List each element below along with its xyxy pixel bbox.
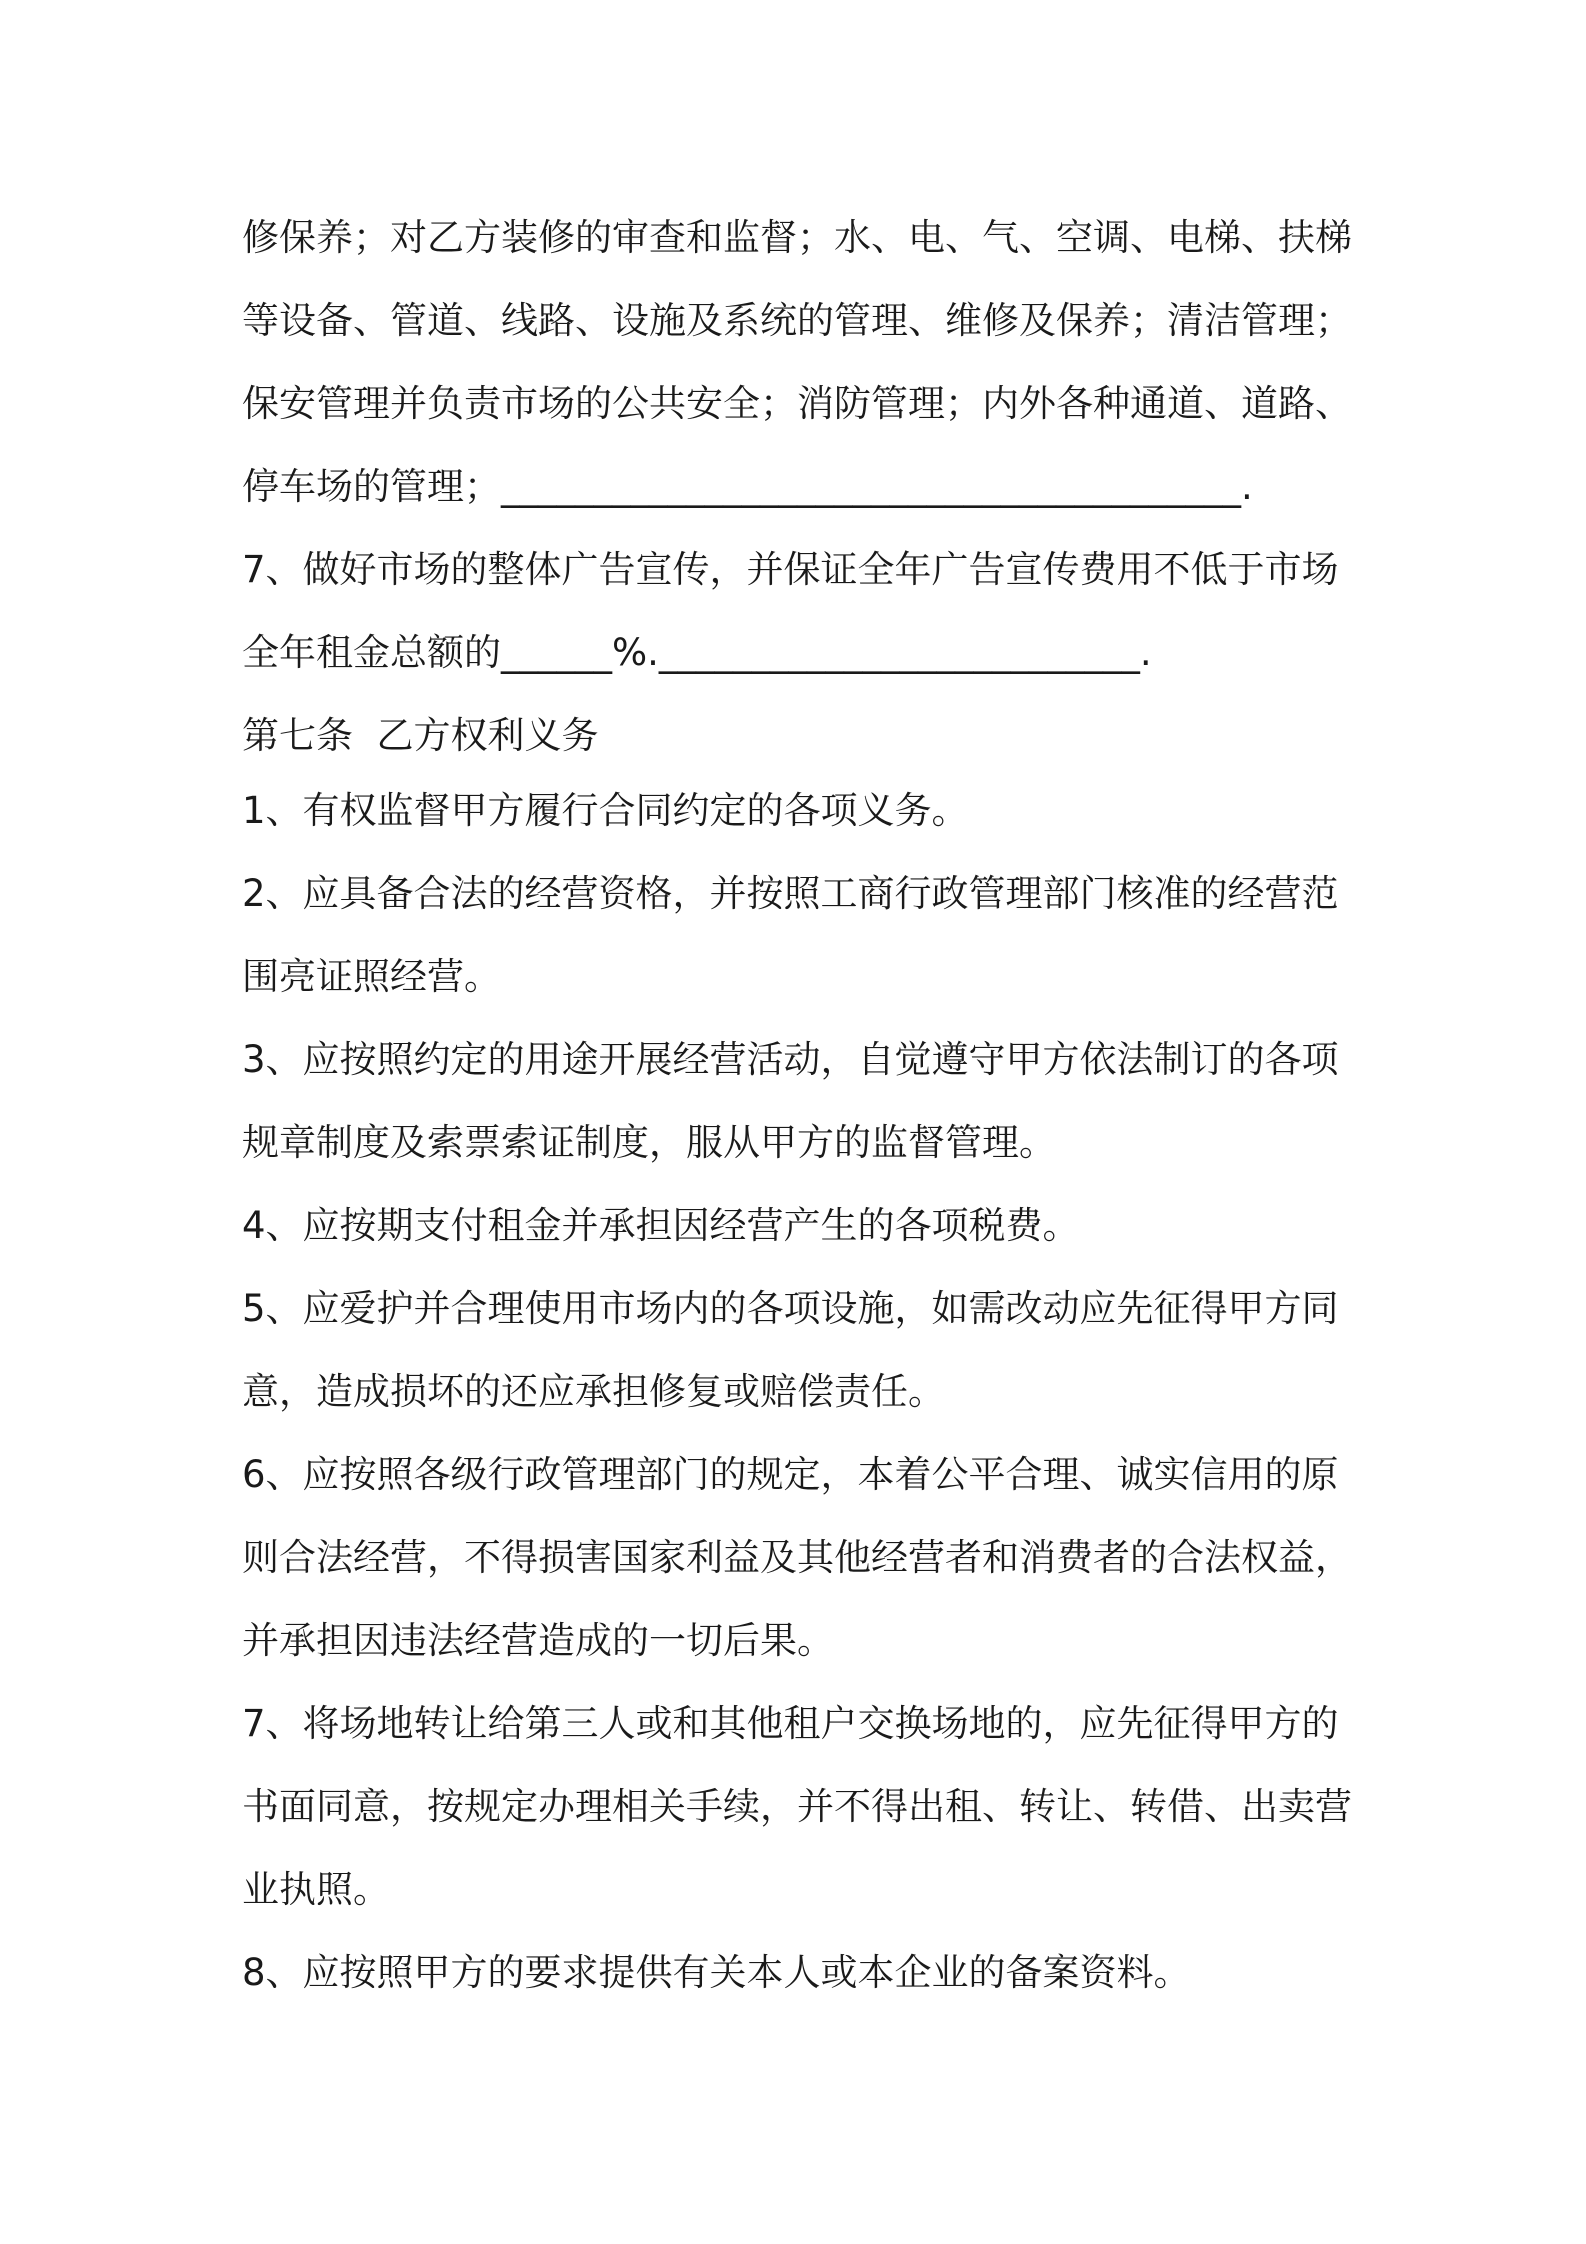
text-line: 5、应爱护并合理使用市场内的各项设施，如需改动应先征得甲方同 [242, 1287, 1339, 1330]
text-line: 1、有权监督甲方履行合同约定的各项义务。 [242, 789, 969, 832]
text-line: 全年租金总额的______%.__________________________. [242, 631, 1152, 674]
text-line: 8、应按照甲方的要求提供有关本人或本企业的备案资料。 [242, 1951, 1191, 1994]
text-line: 书面同意，按规定办理相关手续，并不得出租、转让、转借、出卖营 [242, 1785, 1352, 1828]
text-line: 7、做好市场的整体广告宣传，并保证全年广告宣传费用不低于市场 [242, 548, 1339, 591]
text-line: 4、应按期支付租金并承担因经营产生的各项税费。 [242, 1204, 1080, 1247]
text-line: 修保养；对乙方装修的审查和监督；水、电、气、空调、电梯、扶梯 [242, 216, 1352, 259]
text-line: 规章制度及索票索证制度，服从甲方的监督管理。 [242, 1121, 1056, 1164]
text-line: 等设备、管道、线路、设施及系统的管理、维修及保养；清洁管理； [242, 299, 1352, 342]
text-line: 意，造成损坏的还应承担修复或赔偿责任。 [242, 1370, 945, 1413]
text-line: 停车场的管理；________________________________________. [242, 465, 1253, 508]
text-line: 围亮证照经营。 [242, 955, 501, 998]
text-line: 3、应按照约定的用途开展经营活动，自觉遵守甲方依法制订的各项 [242, 1038, 1339, 1081]
text-line: 保安管理并负责市场的公共安全；消防管理；内外各种通道、道路、 [242, 382, 1352, 425]
section-heading: 第七条 乙方权利义务 [242, 714, 599, 757]
text-line: 则合法经营，不得损害国家利益及其他经营者和消费者的合法权益， [242, 1536, 1352, 1579]
text-line: 7、将场地转让给第三人或和其他租户交换场地的，应先征得甲方的 [242, 1702, 1339, 1745]
text-line: 业执照。 [242, 1868, 390, 1911]
text-line: 6、应按照各级行政管理部门的规定，本着公平合理、诚实信用的原 [242, 1453, 1339, 1496]
text-line: 并承担因违法经营造成的一切后果。 [242, 1619, 834, 1662]
document-body [242, 196, 1362, 2014]
text-line: 2、应具备合法的经营资格，并按照工商行政管理部门核准的经营范 [242, 872, 1339, 915]
